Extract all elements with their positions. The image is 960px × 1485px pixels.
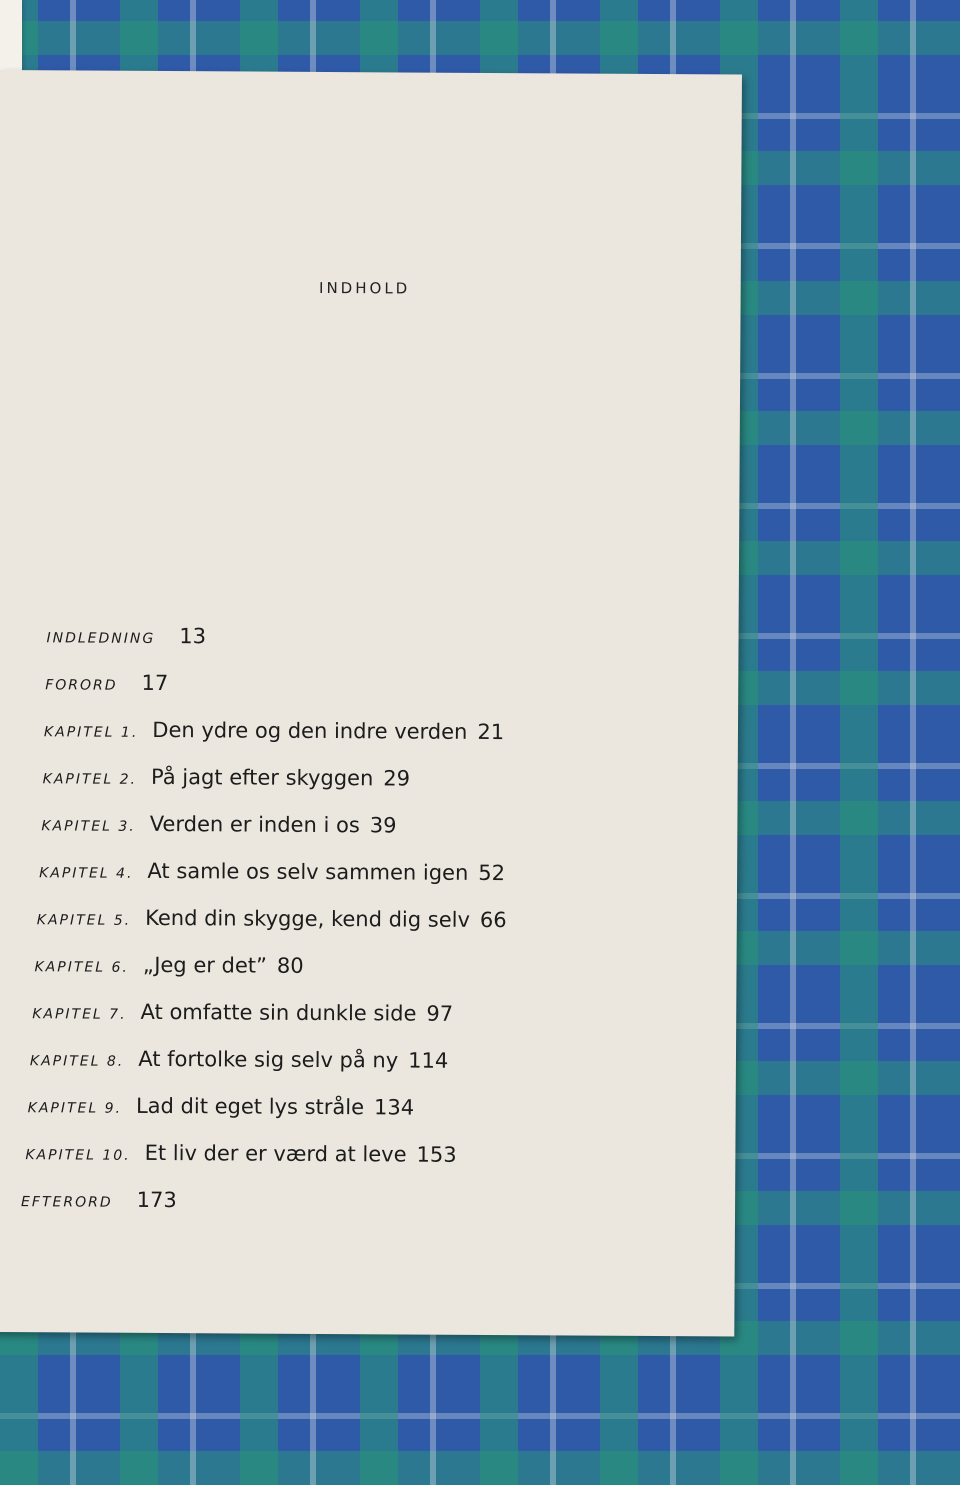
book-page (0, 70, 742, 1337)
toc-entry-kapitel-9 (28, 1093, 415, 1119)
toc-page-number: 66 (479, 907, 507, 933)
toc-chapter-title: Et liv der er værd at leve (144, 1140, 407, 1167)
toc-entry-kapitel-6 (34, 952, 303, 978)
toc-label: KAPITEL 9. (27, 1100, 123, 1117)
toc-page-number: 134 (373, 1095, 415, 1120)
toc-page-number: 21 (477, 719, 505, 745)
toc-page-number: 173 (136, 1187, 177, 1213)
toc-label: KAPITEL 7. (32, 1006, 127, 1023)
page-title: INDHOLD (319, 278, 411, 298)
toc-chapter-title: Verden er inden i os (149, 811, 360, 838)
toc-label: KAPITEL 1. (43, 724, 139, 741)
toc-label: EFTERORD (21, 1194, 113, 1211)
toc-page-number: 153 (416, 1142, 457, 1167)
toc-page-number: 52 (478, 860, 506, 886)
toc-entry-kapitel-5 (37, 905, 507, 932)
toc-entry-kapitel-3 (41, 811, 396, 837)
toc-entry-indledning (46, 623, 206, 648)
toc-page-number: 97 (426, 1001, 454, 1026)
toc-entry-forord (45, 670, 168, 695)
toc-page-number: 29 (383, 766, 411, 791)
toc-label: FORORD (45, 677, 118, 694)
toc-page-number: 13 (179, 624, 207, 649)
toc-entry-kapitel-4 (39, 858, 505, 885)
toc-chapter-title: At omfatte sin dunkle side (140, 999, 417, 1026)
toc-entry-efterord (21, 1187, 177, 1212)
toc-label: KAPITEL 8. (29, 1053, 125, 1070)
toc-label: INDLEDNING (46, 630, 156, 647)
toc-entry-kapitel-8 (30, 1046, 448, 1073)
toc-label: KAPITEL 3. (41, 818, 136, 835)
toc-page-number: 17 (141, 670, 169, 696)
toc-chapter-title: At fortolke sig selv på ny (138, 1046, 399, 1073)
toc-entry-kapitel-2 (43, 764, 411, 790)
toc-entry-kapitel-1 (44, 717, 504, 744)
toc-page-number: 114 (408, 1048, 449, 1073)
toc-label: KAPITEL 4. (39, 865, 134, 882)
toc-chapter-title: Den ydre og den indre verden (152, 717, 468, 744)
toc-chapter-title: At samle os selv sammen igen (147, 858, 469, 885)
toc-chapter-title: Lad dit eget lys stråle (135, 1093, 365, 1120)
toc-entry-kapitel-7 (32, 999, 453, 1026)
toc-page-number: 39 (369, 813, 397, 838)
toc-chapter-title: „Jeg er det” (142, 952, 268, 978)
toc-label: KAPITEL 10. (25, 1147, 131, 1164)
toc-label: KAPITEL 6. (34, 959, 129, 976)
toc-entry-kapitel-10 (25, 1140, 456, 1167)
toc-chapter-title: På jagt efter skyggen (150, 764, 374, 791)
toc-chapter-title: Kend din skygge, kend dig selv (145, 905, 470, 932)
toc-page-number: 80 (276, 953, 304, 978)
toc-label: KAPITEL 2. (42, 771, 138, 788)
toc-label: KAPITEL 5. (36, 912, 132, 929)
